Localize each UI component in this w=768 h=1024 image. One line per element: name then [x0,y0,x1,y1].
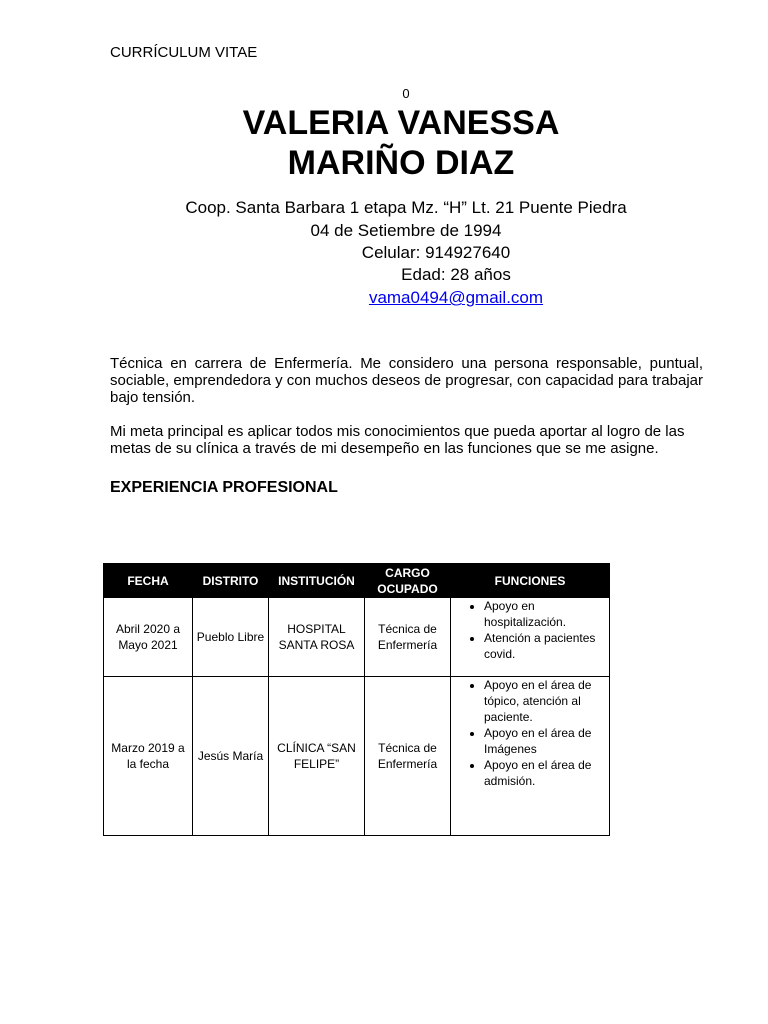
cell-funciones [451,677,610,836]
goal-paragraph: Mi meta principal es aplicar todos mis conocimientos que pueda aportar al logro de las metas de su clínica a través de mi desempeño en las funciones que se me asigne. [110,423,685,457]
list-item: • Atención a pacientes covid. [484,630,605,662]
full-name-line2: MARIÑO DIAZ [287,144,515,182]
cell-fecha: Marzo 2019 a la fecha [104,677,193,836]
table-header-row [104,564,610,598]
column-header-cargo: CARGO OCUPADO [365,564,451,598]
table-row [104,598,610,677]
column-header-fecha: FECHA [104,564,193,598]
column-header-institucion: INSTITUCIÓN [269,564,365,598]
column-header-distrito: DISTRITO [193,564,269,598]
funciones-list [451,677,605,789]
list-item: • Apoyo en el área de tópico, atención al paciente. [484,677,605,725]
funciones-list [451,598,605,662]
list-item: • Apoyo en el área de Imágenes [484,725,605,757]
phone: Celular: 914927640 [361,243,511,262]
cell-cargo: Técnica de Enfermería [365,677,451,836]
cell-institucion: HOSPITAL SANTA ROSA [269,598,365,677]
cell-distrito: Pueblo Libre [193,598,269,677]
summary-paragraph: Técnica en carrera de Enfermería. Me considero una persona responsable, puntual, sociable, emprendedora y con muchos deseos de progresar, con capacidad para trabajar bajo tensión. [110,355,703,406]
page-marker: 0 [402,86,410,101]
age: Edad: 28 años [401,265,511,284]
list-item: • Apoyo en hospitalización. [484,598,605,630]
experience-section-title: EXPERIENCIA PROFESIONAL [110,479,338,496]
column-header-funciones: FUNCIONES [451,564,610,598]
cell-fecha: Abril 2020 a Mayo 2021 [104,598,193,677]
document-header: CURRÍCULUM VITAE [110,44,258,61]
birthdate: 04 de Setiembre de 1994 [310,221,502,240]
cell-institucion: CLÍNICA “SAN FELIPE” [269,677,365,836]
list-item: • Apoyo en el área de admisión. [484,757,605,789]
table-row [104,677,610,836]
address: Coop. Santa Barbara 1 etapa Mz. “H” Lt. 21 Puente Piedra [185,198,627,217]
email-link[interactable]: vama0494@gmail.com [368,288,544,307]
experience-table [103,563,610,836]
cell-funciones [451,598,610,677]
cell-cargo: Técnica de Enfermería [365,598,451,677]
full-name-line1: VALERIA VANESSA [242,104,560,142]
cell-distrito: Jesús María [193,677,269,836]
